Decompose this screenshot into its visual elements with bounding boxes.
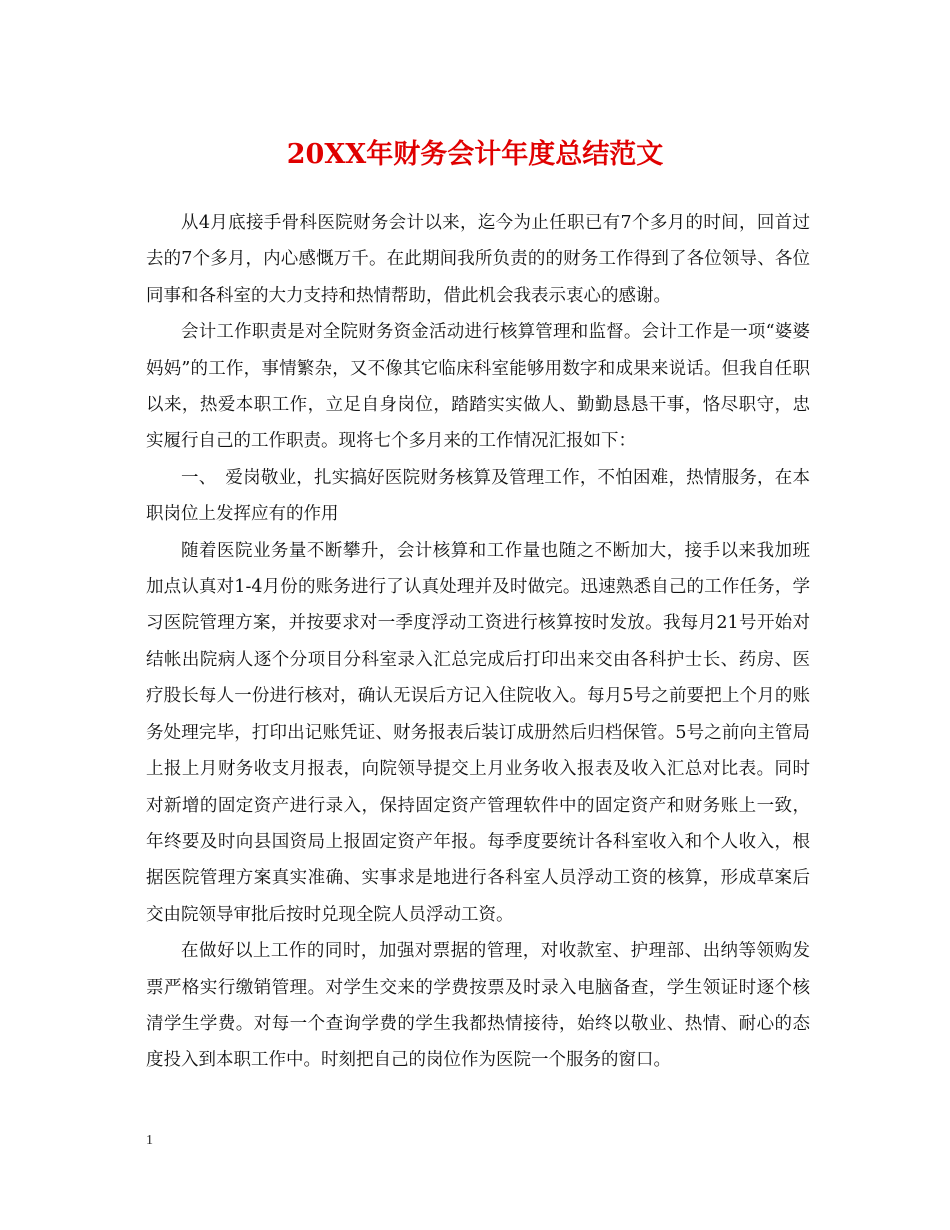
page-number: 1 <box>146 1133 153 1148</box>
paragraph-accounting-work: 随着医院业务量不断攀升，会计核算和工作量也随之不断加大，接手以来我加班加点认真对1-4月份的账务进行了认真处理并及时做完。迅速熟悉自己的工作任务，学习医院管理方案，并按要求对一季度浮动工资进行核算按时发放。我每月21号开始对结帐出院病人逐个分项目分科室录入汇总完成后打印出来交由各科护士长、药房、医疗股长每人一份进行核对，确认无误后方记入住院收入。每月5号之前要把上个月的账务处理完毕，打印出记账凭证、财务报表后装订成册然后归档保管。5号之前向主管局上报上月财务收支月报表，向院领导提交上月业务收入报表及收入汇总对比表。同时对新增的固定资产进行录入，保持固定资产管理软件中的固定资产和财务账上一致，年终要及时向县国资局上报固定资产年报。每季度要统计各科室收入和个人收入，根据医院管理方案真实准确、实事求是地进行各科室人员浮动工资的核算，形成草案后交由院领导审批后按时兑现全院人员浮动工资。 <box>146 540 810 925</box>
paragraph-invoice-management: 在做好以上工作的同时，加强对票据的管理，对收款室、护理部、出纳等领购发票严格实行缴销管理。对学生交来的学费按票及时录入电脑备查，学生领证时逐个核清学生学费。对每一个查询学费的学生我都热情接待，始终以敬业、热情、耐心的态度投入到本职工作中。时刻把自己的岗位作为医院一个服务的窗口。 <box>146 941 810 1071</box>
document-title: 20XX年财务会计年度总结范文 <box>286 139 664 170</box>
paragraph-intro: 从4月底接手骨科医院财务会计以来，迄今为止任职已有7个多月的时间，回首过去的7个多月，内心感慨万千。在此期间我所负责的的财务工作得到了各位领导、各位同事和各科室的大力支持和热情帮助，借此机会我表示衷心的感谢。 <box>146 213 810 306</box>
section-heading-one: 一、 爱岗敬业，扎实搞好医院财务核算及管理工作，不怕困难，热情服务，在本职岗位上发挥应有的作用 <box>146 467 810 525</box>
paragraph-duties: 会计工作职责是对全院财务资金活动进行核算管理和监督。会计工作是一项“婆婆妈妈”的工作，事情繁杂，又不像其它临床科室能够用数字和成果来说话。但我自任职以来，热爱本职工作，立足自身岗位，踏踏实实做人、勤勤恳恳干事，恪尽职守，忠实履行自己的工作职责。现将七个多月来的工作情况汇报如下： <box>146 322 810 452</box>
document-body <box>146 205 810 1079</box>
